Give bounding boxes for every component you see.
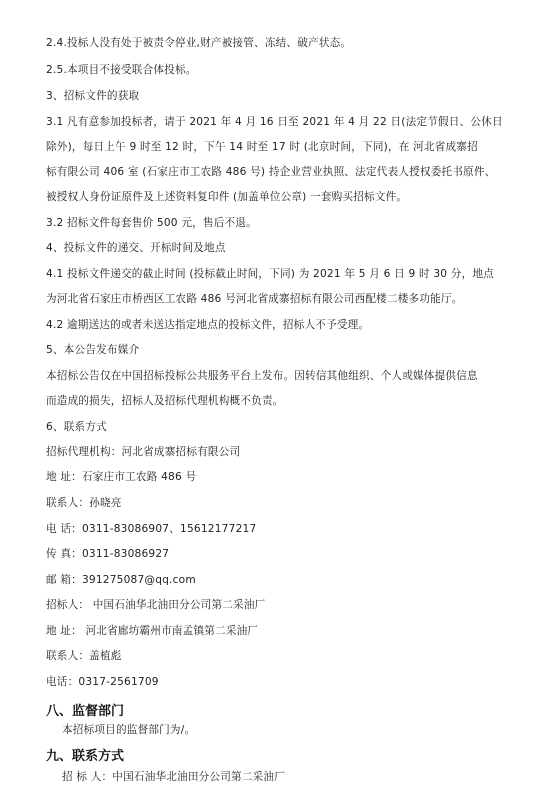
agency-name: 招标代理机构：河北省成寨招标有限公司 — [46, 446, 241, 458]
text-line-2-5: 2.5.本项目不接受联合体投标。 — [46, 64, 197, 76]
text-line-4-2: 4.2 逾期送达的或者未送达指定地点的投标文件，招标人不予受理。 — [46, 319, 370, 331]
agency-fax: 传 真：0311-83086927 — [46, 548, 170, 560]
tenderer-phone: 电话：0317-2561709 — [46, 676, 159, 688]
supervision-text: 本招标项目的监督部门为/。 — [62, 724, 196, 736]
section-heading-9: 九、联系方式 — [46, 749, 125, 764]
text-line-5-b: 而造成的损失，招标人及招标代理机构概不负责。 — [46, 395, 284, 407]
agency-contact: 联系人：孙晓亮 — [46, 497, 122, 509]
contact-tenderer: 招 标 人：中国石油华北油田分公司第二采油厂 — [62, 771, 286, 783]
section-heading-3: 3、招标文件的获取 — [46, 90, 140, 102]
section-heading-5: 5、本公告发布媒介 — [46, 344, 140, 356]
text-line-3-1-d: 被授权人身份证原件及上述资料复印件 (加盖单位公章) 一套购买招标文件。 — [46, 191, 408, 203]
text-line-3-1-a: 3.1 凡有意参加投标者，请于 2021 年 4 月 16 日至 2021 年 4 月 22 日(法定节假日、公休日 — [46, 116, 503, 128]
agency-address: 地 址：石家庄市工农路 486 号 — [46, 471, 197, 483]
tenderer-contact: 联系人：盖植彪 — [46, 650, 122, 662]
text-line-5-a: 本招标公告仅在中国招标投标公共服务平台上发布。因转信其他组织、个人或媒体提供信息 — [46, 370, 478, 382]
text-line-2-4: 2.4.投标人没有处于被责令停业,财产被接管、冻结、破产状态。 — [46, 37, 352, 49]
text-line-3-1-c: 标有限公司 406 室 (石家庄市工农路 486 号) 持企业营业执照、法定代表人授权委托书原件、 — [46, 166, 496, 178]
agency-email: 邮 箱：391275087@qq.com — [46, 574, 196, 586]
tenderer-address: 地 址： 河北省廊坊霸州市南孟镇第二采油厂 — [46, 625, 259, 637]
text-line-3-2: 3.2 招标文件每套售价 500 元，售后不退。 — [46, 217, 257, 229]
section-heading-8: 八、监督部门 — [46, 704, 125, 719]
text-line-3-1-b: 除外)，每日上午 9 时至 12 时，下午 14 时至 17 时 (北京时间，下同)，在 河北省成寨招 — [46, 141, 478, 153]
tenderer-name: 招标人： 中国石油华北油田分公司第二采油厂 — [46, 599, 266, 611]
text-line-4-1-a: 4.1 投标文件递交的截止时间 (投标截止时间，下同) 为 2021 年 5 月 6 日 9 时 30 分，地点 — [46, 268, 494, 280]
agency-phone: 电 话：0311-83086907、15612177217 — [46, 523, 257, 535]
section-heading-6: 6、联系方式 — [46, 421, 107, 433]
section-heading-4: 4、投标文件的递交、开标时间及地点 — [46, 242, 226, 254]
text-line-4-1-b: 为河北省石家庄市桥西区工农路 486 号河北省成寨招标有限公司西配楼二楼多功能厅。 — [46, 293, 463, 305]
